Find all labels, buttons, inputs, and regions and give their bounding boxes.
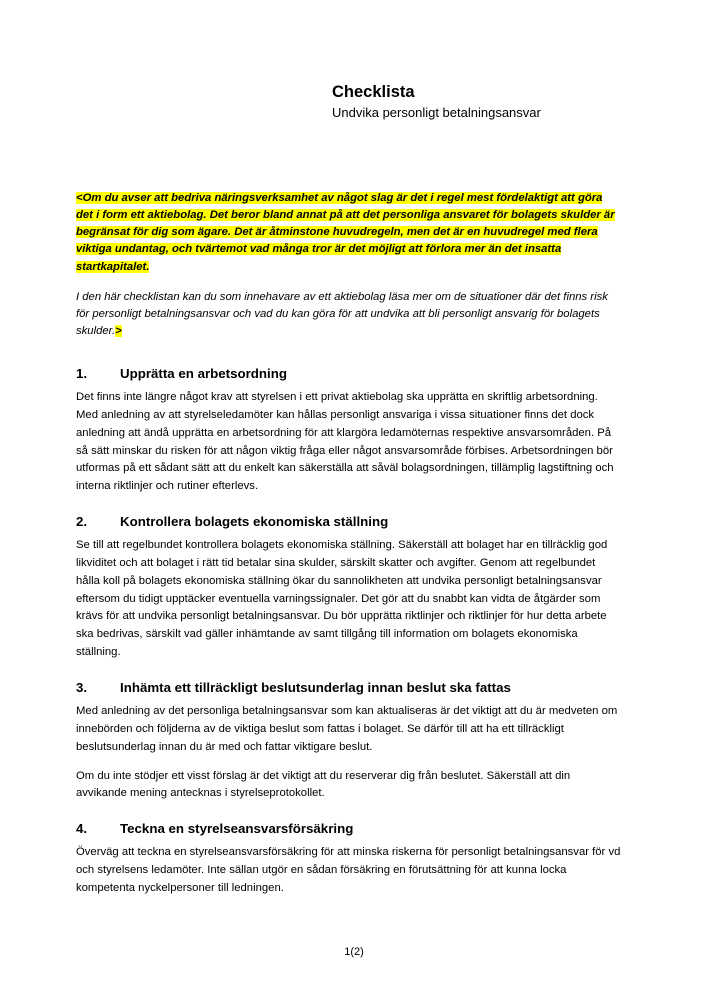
checklist-section bbox=[76, 366, 622, 496]
checklist-sections bbox=[76, 366, 622, 916]
document-header bbox=[332, 82, 632, 121]
section-heading bbox=[76, 821, 622, 836]
intro-paragraph-1 bbox=[76, 190, 622, 276]
section-paragraph: Se till att regelbundet kontrollera bolagets ekonomiska ställning. Säkerställ att bolaget har en tillräcklig god likviditet och att bolaget i rätt tid betalar sina skulder, särskilt skatter och avgifter. Genom att regelbundet hålla koll på bolagets ekonomiska ställning ökar du sannolikheten att undvika personligt betalningsansvar eftersom du tidigt upptäcker eventuella varningssignaler. Det gör att du snabbt kan vidta de åtgärder som krävs för att undvika personligt betalningsansvar. Du bör upprätta riktlinjer och riktlinjer för hur detta arbete ska bedrivas, särskilt vad gäller inhämtande av samt tillgång till information om bolagets ekonomiska ställning. bbox=[76, 539, 608, 659]
section-number: 2. bbox=[76, 514, 88, 530]
section-number: 3. bbox=[76, 679, 88, 695]
checklist-section bbox=[76, 821, 622, 898]
section-body bbox=[76, 537, 622, 662]
section-title: Upprätta en arbetsordning bbox=[120, 366, 287, 381]
intro-paragraph-2 bbox=[76, 289, 622, 340]
section-heading bbox=[76, 366, 622, 381]
page-subtitle: Undvika personligt betalningsansvar bbox=[332, 104, 541, 120]
section-paragraph: Det finns inte längre något krav att styrelsen i ett privat aktiebolag ska upprätta en skriftlig arbetsordning. Med anledning av att styrelseledamöter kan hållas personligt ansvariga i vissa situationer finns det dock anledning att ändå upprätta en arbetsordning för att klargöra ledamöternas respektive ansvarsområden. På så sätt minskar du risken för att någon viktig fråga eller något ansvarsområde förbises. Arbetsordningen bör utformas på ett sådant sätt att du enkelt kan säkerställa att såväl bolagsordningen, tillämplig lagstiftning och interna riktlinjer och rutiner efterlevs. bbox=[76, 391, 614, 493]
page-title: Checklista bbox=[332, 83, 415, 101]
checklist-section bbox=[76, 514, 622, 662]
section-number: 4. bbox=[76, 821, 88, 837]
page-footer: 1(2) bbox=[344, 946, 364, 958]
section-paragraph: Om du inte stödjer ett visst förslag är det viktigt att du reserverar dig från beslutet. Säkerställ att din avvikande mening antecknas i styrelseprotokollet. bbox=[76, 769, 571, 800]
section-title: Inhämta ett tillräckligt beslutsunderlag innan beslut ska fattas bbox=[120, 679, 511, 695]
section-body bbox=[76, 389, 622, 496]
section-heading bbox=[76, 514, 622, 529]
section-body bbox=[76, 703, 622, 803]
intro-block bbox=[76, 190, 622, 340]
intro-open-marker: < bbox=[76, 192, 83, 204]
page-content bbox=[76, 0, 632, 1000]
intro-close-marker: > bbox=[115, 325, 122, 338]
section-heading bbox=[76, 680, 622, 695]
intro-paragraph-1-text: Om du avser att bedriva näringsverksamhet av något slag är det i regel mest fördelaktigt att göra det i form ett aktiebolag. Det beror bland annat på att det personliga ansvaret för bolagets skulder är begränsat för dig som ägare. Det är åtminstone huvudregeln, men det är en huvudregel med flera viktiga undantag, och tvärtemot vad många tror är det möjligt att förlora mer än det insatta startkapitalet. bbox=[76, 192, 615, 273]
intro-paragraph-2-text: I den här checklistan kan du som innehavare av ett aktiebolag läsa mer om de situationer där det finns risk för personligt betalningsansvar och vad du kan göra för att undvika att bli personligt ansvarig för bolagets skulder. bbox=[76, 290, 608, 338]
section-title: Teckna en styrelseansvarsförsäkring bbox=[120, 821, 354, 837]
section-paragraph: Överväg att teckna en styrelseansvarsförsäkring för att minska riskerna för personligt betalningsansvar för vd och styrelsens ledamöter. Inte sällan utgör en sådan försäkring en förutsättning för att kunna locka kompetenta nyckelpersoner till ledningen. bbox=[76, 846, 621, 894]
section-number: 1. bbox=[76, 366, 88, 381]
section-body bbox=[76, 844, 622, 898]
section-title: Kontrollera bolagets ekonomiska ställning bbox=[120, 514, 389, 530]
section-paragraph: Med anledning av det personliga betalningsansvar som kan aktualiseras är det viktigt att du är medveten om innebörden och följderna av de viktiga beslut som fattas i bolaget. Se därför till att ha ett tillräckligt beslutsunderlag innan du är med och fattar viktigare beslut. bbox=[76, 704, 618, 753]
checklist-section bbox=[76, 680, 622, 803]
